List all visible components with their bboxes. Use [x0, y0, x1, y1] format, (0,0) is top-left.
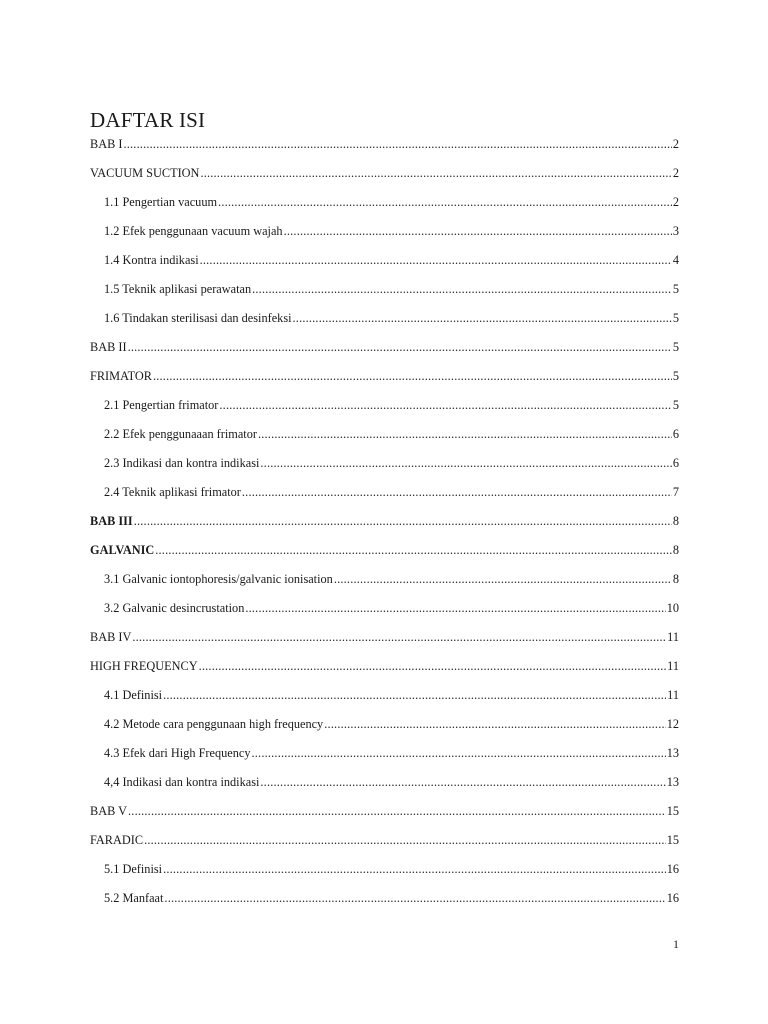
toc-entry-label: BAB III: [90, 514, 133, 528]
toc-entry-page: 5: [672, 282, 679, 296]
toc-entry-page: 8: [672, 543, 679, 557]
toc-entry-label: 1.4 Kontra indikasi: [104, 253, 199, 267]
toc-entry-page: 11: [667, 630, 679, 644]
toc-entry[interactable]: [90, 627, 679, 647]
toc-entry-page: 13: [666, 746, 679, 760]
toc-dot-leader: [324, 714, 665, 734]
toc-dot-leader: [258, 424, 672, 444]
toc-dot-leader: [155, 540, 672, 560]
toc-entry-label: FRIMATOR: [90, 369, 152, 383]
toc-entry[interactable]: [104, 250, 679, 270]
toc-dot-leader: [252, 279, 672, 299]
toc-dot-leader: [153, 366, 672, 386]
toc-entry-page: 2: [672, 195, 679, 209]
toc-entry[interactable]: [90, 540, 679, 560]
toc-dot-leader: [163, 685, 666, 705]
toc-entry[interactable]: [104, 714, 679, 734]
toc-entry-label: 3.2 Galvanic desincrustation: [104, 601, 245, 615]
toc-entry[interactable]: [104, 482, 679, 502]
toc-entry[interactable]: [90, 656, 679, 676]
toc-entry-label: 2.4 Teknik aplikasi frimator: [104, 485, 241, 499]
toc-entry-page: 5: [672, 311, 679, 325]
toc-entry-label: 2.1 Pengertian frimator: [104, 398, 219, 412]
toc-entry-label: 1.6 Tindakan sterilisasi dan desinfeksi: [104, 311, 292, 325]
toc-entry-page: 6: [672, 427, 679, 441]
toc-entry[interactable]: [90, 163, 679, 183]
toc-dot-leader: [200, 163, 671, 183]
toc-entry-page: 6: [672, 456, 679, 470]
toc-entry[interactable]: [90, 337, 679, 357]
toc-entry-label: 2.2 Efek penggunaaan frimator: [104, 427, 257, 441]
toc-entry-label: FARADIC: [90, 833, 144, 847]
toc-dot-leader: [123, 134, 671, 154]
toc-entry-page: 15: [666, 804, 679, 818]
toc-dot-leader: [128, 801, 666, 821]
toc-dot-leader: [200, 250, 672, 270]
toc-dot-leader: [218, 192, 672, 212]
toc-entry[interactable]: [104, 888, 679, 908]
toc-dot-leader: [260, 772, 665, 792]
toc-entry-page: 11: [667, 659, 679, 673]
toc-dot-leader: [164, 888, 665, 908]
toc-entry[interactable]: [104, 598, 679, 618]
toc-entry-page: 16: [666, 862, 679, 876]
toc-entry-page: 8: [672, 572, 679, 586]
toc-entry[interactable]: [104, 424, 679, 444]
toc-entry[interactable]: [104, 772, 679, 792]
toc-entry-page: 13: [666, 775, 679, 789]
toc-dot-leader: [128, 337, 672, 357]
toc-entry[interactable]: [104, 192, 679, 212]
toc-dot-leader: [334, 569, 672, 589]
toc-entry[interactable]: [90, 511, 679, 531]
toc-entry-label: VACUUM SUCTION: [90, 166, 200, 180]
toc-dot-leader: [163, 859, 666, 879]
toc-entry[interactable]: [90, 801, 679, 821]
toc-dot-leader: [144, 830, 666, 850]
toc-entry-label: BAB V: [90, 804, 128, 818]
toc-entry-label: 1.2 Efek penggunaan vacuum wajah: [104, 224, 283, 238]
toc-entry-page: 4: [672, 253, 679, 267]
toc-entry-page: 11: [667, 688, 679, 702]
toc-entry-label: BAB IV: [90, 630, 132, 644]
toc-entry-page: 2: [672, 137, 679, 151]
toc-entry-page: 15: [666, 833, 679, 847]
toc-entry-label: 3.1 Galvanic iontophoresis/galvanic ionisation: [104, 572, 333, 586]
toc-title: DAFTAR ISI: [90, 108, 206, 132]
toc-entry[interactable]: [104, 395, 679, 415]
toc-entry-label: 5.1 Definisi: [104, 862, 163, 876]
toc-entry[interactable]: [104, 569, 679, 589]
toc-entry[interactable]: [90, 366, 679, 386]
toc-dot-leader: [199, 656, 667, 676]
toc-entry-label: HIGH FREQUENCY: [90, 659, 198, 673]
toc-dot-leader: [245, 598, 665, 618]
toc-entry-label: 4,4 Indikasi dan kontra indikasi: [104, 775, 260, 789]
toc-entry-label: 4.1 Definisi: [104, 688, 163, 702]
toc-entry-label: BAB I: [90, 137, 123, 151]
toc-entry-label: 4.3 Efek dari High Frequency: [104, 746, 251, 760]
toc-entry-page: 5: [672, 398, 679, 412]
toc-entry[interactable]: [104, 743, 679, 763]
toc-entry[interactable]: [104, 221, 679, 241]
toc-entry[interactable]: [104, 859, 679, 879]
toc-entry-page: 2: [672, 166, 679, 180]
toc-dot-leader: [132, 627, 666, 647]
toc-entry-label: 1.1 Pengertian vacuum: [104, 195, 218, 209]
toc-entry-label: BAB II: [90, 340, 127, 354]
toc-entry-label: 5.2 Manfaat: [104, 891, 164, 905]
toc-entry[interactable]: [90, 134, 679, 154]
toc-dot-leader: [219, 395, 671, 415]
toc-dot-leader: [260, 453, 671, 473]
toc-dot-leader: [293, 308, 672, 328]
toc-entry-label: 2.3 Indikasi dan kontra indikasi: [104, 456, 260, 470]
toc-entry-page: 10: [666, 601, 679, 615]
toc-entry-page: 5: [672, 340, 679, 354]
toc-entry-page: 7: [672, 485, 679, 499]
toc-entry[interactable]: [104, 453, 679, 473]
toc-entry-page: 8: [672, 514, 679, 528]
toc-entry[interactable]: [104, 279, 679, 299]
toc-entry-page: 5: [672, 369, 679, 383]
page-number: 1: [673, 937, 679, 951]
toc-entry[interactable]: [104, 685, 679, 705]
toc-entry-page: 12: [666, 717, 679, 731]
toc-dot-leader: [284, 221, 672, 241]
toc-entry-page: 16: [666, 891, 679, 905]
toc-entry-label: 4.2 Metode cara penggunaan high frequency: [104, 717, 324, 731]
toc-dot-leader: [242, 482, 672, 502]
toc-dot-leader: [252, 743, 666, 763]
toc-entry[interactable]: [104, 308, 679, 328]
toc-entry-page: 3: [672, 224, 679, 238]
toc-entry-label: GALVANIC: [90, 543, 155, 557]
toc-dot-leader: [134, 511, 672, 531]
toc-entry[interactable]: [90, 830, 679, 850]
toc-entry-label: 1.5 Teknik aplikasi perawatan: [104, 282, 252, 296]
